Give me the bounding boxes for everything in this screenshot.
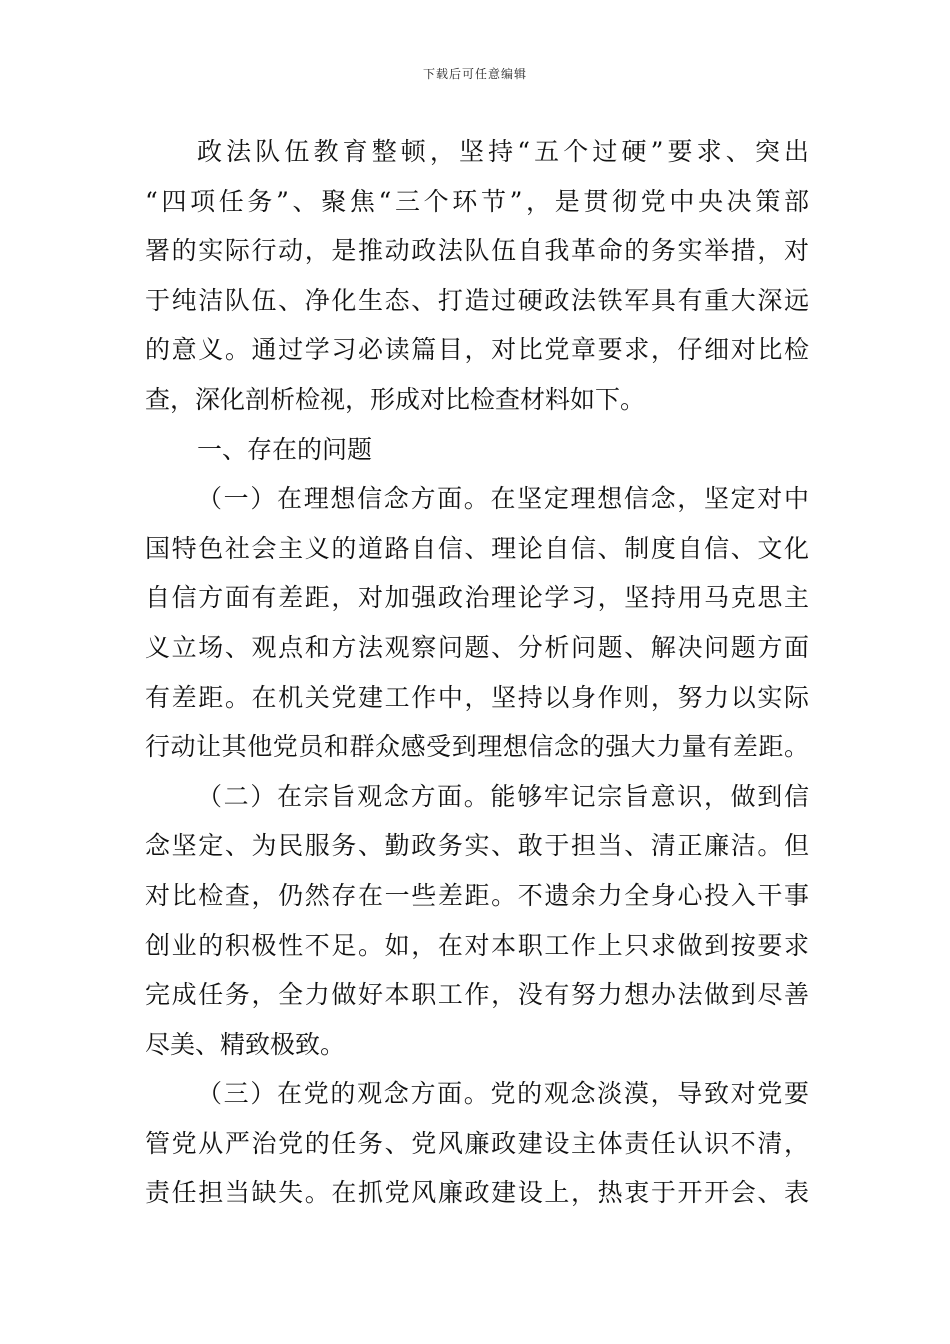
paragraph-line: 责任担当缺失。在抓党风廉政建设上，热衷于开开会、表 [145, 1178, 809, 1208]
paragraph-line: 念坚定、为民服务、勤政务实、敢于担当、清正廉洁。但 [145, 831, 809, 861]
paragraph-line: 创业的积极性不足。如，在对本职工作上只求做到按要求 [145, 930, 809, 960]
document-body [145, 127, 809, 1218]
paragraph-line: 行动让其他党员和群众感受到理想信念的强大力量有差距。 [145, 732, 809, 762]
paragraph-line: （一）在理想信念方面。在坚定理想信念，坚定对中 [197, 484, 809, 514]
paragraph-line: 的意义。通过学习必读篇目，对比党章要求，仔细对比检 [145, 335, 809, 365]
paragraph-line: 尽美、精致极致。 [145, 1029, 346, 1059]
paragraph-line: 署的实际行动，是推动政法队伍自我革命的务实举措，对 [145, 236, 809, 266]
paragraph-line: 国特色社会主义的道路自信、理论自信、制度自信、文化 [145, 533, 809, 563]
paragraph-line: 有差距。在机关党建工作中，坚持以身作则，努力以实际 [145, 682, 809, 712]
paragraph-line: “四项任务”、聚焦“三个环节”，是贯彻党中央决策部 [145, 186, 809, 216]
paragraph-line: 管党从严治党的任务、党风廉政建设主体责任认识不清， [145, 1128, 809, 1158]
paragraph-line: 完成任务，全力做好本职工作，没有努力想办法做到尽善 [145, 980, 809, 1010]
paragraph-line: （三）在党的观念方面。党的观念淡漠，导致对党要 [197, 1079, 809, 1109]
paragraph-line: 查，深化剖析检视，形成对比检查材料如下。 [145, 384, 646, 414]
paragraph-line: 对比检查，仍然存在一些差距。不遗余力全身心投入干事 [145, 880, 809, 910]
paragraph-line: 于纯洁队伍、净化生态、打造过硬政法铁军具有重大深远 [145, 285, 809, 315]
paragraph-line: （二）在宗旨观念方面。能够牢记宗旨意识，做到信 [197, 781, 809, 811]
paragraph-line: 自信方面有差距，对加强政治理论学习，坚持用马克思主 [145, 583, 809, 613]
header-note: 下载后可任意编辑 [422, 67, 527, 81]
paragraph-line: 政法队伍教育整顿，坚持“五个过硬”要求、突出 [197, 137, 809, 166]
section-heading: 一、存在的问题 [197, 434, 373, 464]
paragraph-line: 义立场、观点和方法观察问题、分析问题、解决问题方面 [145, 632, 809, 662]
